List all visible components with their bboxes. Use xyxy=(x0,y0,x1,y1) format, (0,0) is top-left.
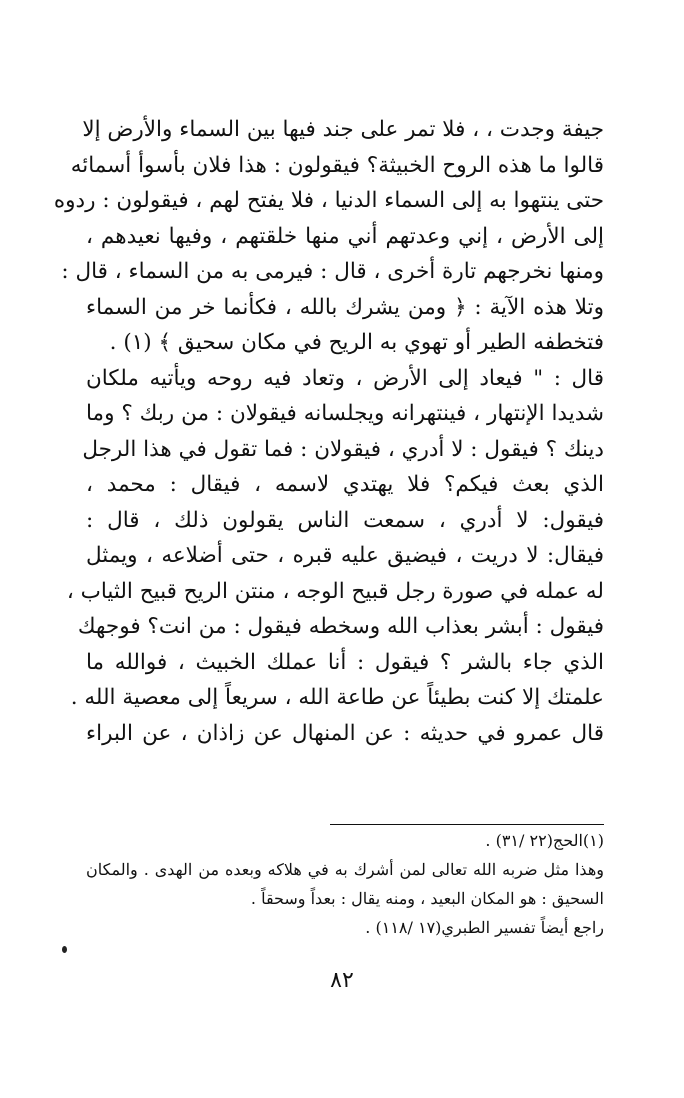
text-line: حتى ينتهوا به إلى السماء الدنيا ، فلا يفتح لهم ، فيقولون : ردوه xyxy=(53,188,604,213)
footnote-line: السحيق : هو المكان البعيد ، ومنه يقال : بعداً وسحقاً . xyxy=(250,889,604,908)
text-line: قالوا ما هذه الروح الخبيثة؟ فيقولون : هذا فلان بأسوأ أسمائه xyxy=(70,152,604,178)
ink-speck xyxy=(62,946,67,953)
text-line: علمتك إلا كنت بطيئاً عن طاعة الله ، سريعاً إلى معصية الله . xyxy=(70,685,604,710)
footnote-line: (١)الحج(٢٢ /٣١) . xyxy=(485,831,604,850)
text-line: فتخطفه الطير أو تهوي به الريح في مكان سحيق ﴾ (١) . xyxy=(109,330,604,355)
text-line: الذي بعث فيكم؟ فلا يهتدي لاسمه ، فيقال : محمد ، xyxy=(86,472,604,497)
page-number: ٨٢ xyxy=(330,968,354,993)
text-line: دينك ؟ فيقول : لا أدري ، فيقولان : فما تقول في هذا الرجل xyxy=(82,436,604,462)
text-line: قال عمرو في حديثه : عن المنهال عن زاذان ، عن البراء xyxy=(86,720,604,746)
text-line: فيقول : أبشر بعذاب الله وسخطه فيقول : من انت؟ فوجهك xyxy=(77,614,604,639)
text-line: قال : " فيعاد إلى الأرض ، وتعاد فيه روحه ويأتيه ملكان xyxy=(86,365,604,391)
footnotes xyxy=(86,826,604,942)
text-line: له عمله في صورة رجل قبيح الوجه ، منتن الريح قبيح الثياب ، xyxy=(66,578,604,604)
text-line: شديدا الإنتهار ، فينتهرانه ويجلسانه فيقولان : من ربك ؟ وما xyxy=(86,401,604,426)
text-line: الذي جاء بالشر ؟ فيقول : أنا عملك الخبيث ، فوالله ما xyxy=(86,649,604,675)
text-line: وتلا هذه الآية : ﴿ ومن يشرك بالله ، فكأنما خر من السماء xyxy=(86,294,604,320)
footnote-separator xyxy=(330,824,604,825)
footnote-line: وهذا مثل ضربه الله تعالى لمن أشرك به في هلاكه وبعده من الهدى . والمكان xyxy=(86,860,604,879)
main-text xyxy=(53,112,604,751)
text-line: ومنها نخرجهم تارة أخرى ، قال : فيرمى به من السماء ، قال : xyxy=(61,259,604,284)
text-line: فيقول: لا أدري ، سمعت الناس يقولون ذلك ، قال : xyxy=(86,507,604,533)
text-line: إلى الأرض ، إني وعدتهم أني منها خلقتهم ، وفيها نعيدهم ، xyxy=(86,223,604,249)
footnote-line: راجع أيضاً تفسير الطبري(١٧ /١١٨) . xyxy=(365,918,604,937)
text-line: فيقال: لا دريت ، فيضيق عليه قبره ، حتى أضلاعه ، ويمثل xyxy=(86,543,604,568)
text-line: جيفة وجدت ، ، فلا تمر على جند فيها بين السماء والأرض إلا xyxy=(82,117,604,142)
